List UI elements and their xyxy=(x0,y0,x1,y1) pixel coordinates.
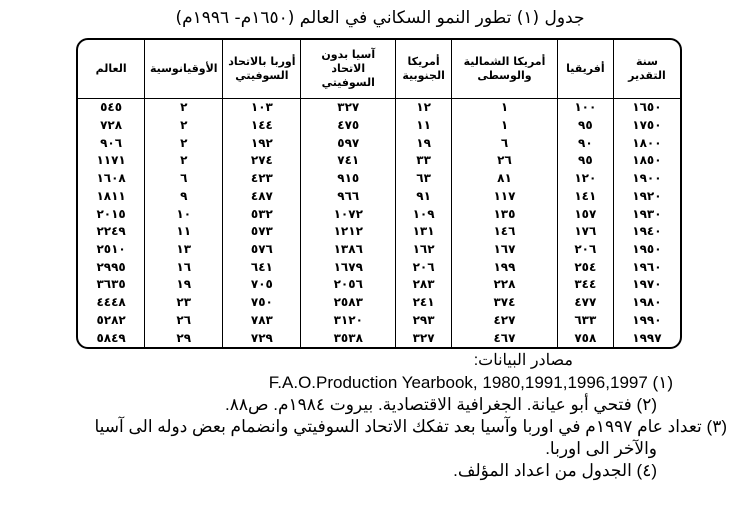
cell-north-america: ١٩٩ xyxy=(452,258,558,276)
cell-world: ٢٩٩٥ xyxy=(96,259,126,274)
cell-world: ١١٧١ xyxy=(96,153,126,168)
cell-north-america: ١٦٧ xyxy=(452,241,558,259)
header-north-america: أمريكا الشمالية والوسطى xyxy=(452,40,558,99)
table-body xyxy=(78,99,680,348)
cell-year: ١٩٨٠ xyxy=(613,294,680,312)
cell-year: ١٨٥٠ xyxy=(613,152,680,170)
cell-year: ١٧٥٠ xyxy=(613,117,680,135)
cell-oceania: ٦ xyxy=(145,170,223,188)
cell-europe: ١٤٤ xyxy=(223,117,301,135)
cell-south-america: ١١ xyxy=(396,117,452,135)
cell-africa: ٤٧٧ xyxy=(557,294,613,312)
cell-africa: ٦٣٣ xyxy=(557,311,613,329)
cell-north-america: ٢٢٨ xyxy=(452,276,558,294)
table-row xyxy=(78,99,680,117)
cell-world: ٥٢٨٢ xyxy=(96,312,126,327)
cell-oceania: ٢٦ xyxy=(145,311,223,329)
cell-asia: ٣١٢٠ xyxy=(301,311,396,329)
cell-north-america: ٢٦ xyxy=(452,152,558,170)
cell-world: ٢٠١٥ xyxy=(96,206,126,221)
cell-south-america: ١٣١ xyxy=(396,223,452,241)
source-item-1: F.A.O.Production Yearbook, 1980,1991,1996,1997 (١) xyxy=(268,373,673,392)
cell-oceania: ٢٩ xyxy=(145,329,223,347)
cell-africa: ٩٥ xyxy=(557,152,613,170)
cell-europe: ٥٧٦ xyxy=(223,241,301,259)
header-asia: آسيا بدون الاتحاد السوفيتي xyxy=(301,40,396,99)
table-row xyxy=(78,241,680,259)
header-world: العالم xyxy=(78,40,145,99)
cell-europe: ١٩٢ xyxy=(223,134,301,152)
cell-africa: ١٧٦ xyxy=(557,223,613,241)
cell-world: ٥٨٤٩ xyxy=(96,330,126,345)
cell-africa: ٩٥ xyxy=(557,117,613,135)
cell-south-america: ٢٠٦ xyxy=(396,258,452,276)
cell-asia: ٣٥٣٨ xyxy=(301,329,396,347)
cell-oceania: ٢ xyxy=(145,134,223,152)
cell-year: ١٩٧٠ xyxy=(613,276,680,294)
cell-south-america: ٢٩٣ xyxy=(396,311,452,329)
cell-south-america: ٦٣ xyxy=(396,170,452,188)
table-row xyxy=(78,117,680,135)
cell-south-america: ١٦٢ xyxy=(396,241,452,259)
population-table xyxy=(78,40,680,347)
cell-asia: ١٢١٢ xyxy=(301,223,396,241)
table-row xyxy=(78,188,680,206)
table-row xyxy=(78,258,680,276)
cell-north-america: ١٤٦ xyxy=(452,223,558,241)
cell-europe: ٤٨٧ xyxy=(223,188,301,206)
cell-south-america: ١٩ xyxy=(396,134,452,152)
cell-year: ١٩٩٠ xyxy=(613,311,680,329)
cell-south-america: ٣٢٧ xyxy=(396,329,452,347)
source-item-4: (٤) الجدول من اعداد المؤلف. xyxy=(453,461,657,480)
cell-africa: ٩٠ xyxy=(557,134,613,152)
table-row xyxy=(78,276,680,294)
cell-africa: ٢٠٦ xyxy=(557,241,613,259)
table-row xyxy=(78,223,680,241)
table-row xyxy=(78,311,680,329)
cell-africa: ١٠٠ xyxy=(557,99,613,117)
header-africa: أفريقيا xyxy=(557,40,613,99)
cell-europe: ٧٢٩ xyxy=(223,329,301,347)
cell-asia: ٩١٥ xyxy=(301,170,396,188)
cell-world: ٩٠٦ xyxy=(100,135,123,150)
table-title: جدول (١) تطور النمو السكاني في العالم (١٦٥٠م- ١٩٩٦م) xyxy=(175,8,585,28)
header-europe: أوربا بالاتحاد السوفيتي xyxy=(223,40,301,99)
cell-europe: ٥٣٢ xyxy=(223,205,301,223)
cell-africa: ٣٤٤ xyxy=(557,276,613,294)
cell-north-america: ٣٧٤ xyxy=(452,294,558,312)
cell-asia: ٥٩٧ xyxy=(301,134,396,152)
cell-world: ٧٢٨ xyxy=(100,118,123,133)
cell-europe: ١٠٣ xyxy=(223,99,301,117)
cell-asia: ٢٥٨٣ xyxy=(301,294,396,312)
cell-asia: ١٣٨٦ xyxy=(301,241,396,259)
cell-asia: ٧٤١ xyxy=(301,152,396,170)
cell-world: ١٨١١ xyxy=(96,188,126,203)
cell-africa: ١٥٧ xyxy=(557,205,613,223)
cell-oceania: ٢ xyxy=(145,117,223,135)
cell-year: ١٩٣٠ xyxy=(613,205,680,223)
header-year: سنة التقدير xyxy=(613,40,680,99)
cell-oceania: ١٠ xyxy=(145,205,223,223)
table-row xyxy=(78,152,680,170)
cell-europe: ٧٥٠ xyxy=(223,294,301,312)
cell-europe: ٤٢٣ xyxy=(223,170,301,188)
cell-north-america: ٤٦٧ xyxy=(452,329,558,347)
cell-oceania: ٢ xyxy=(145,152,223,170)
cell-africa: ٧٥٨ xyxy=(557,329,613,347)
cell-south-america: ٢٨٣ xyxy=(396,276,452,294)
sources-notes xyxy=(0,350,733,482)
cell-oceania: ١٦ xyxy=(145,258,223,276)
source-item-3-continued: والآخر الى اوربا. xyxy=(545,439,657,458)
source-item-3: (٣) تعداد عام ١٩٩٧م في اوربا وآسيا بعد تفكك الاتحاد السوفيتي وانضمام بعض دوله الى آسيا xyxy=(94,417,727,436)
cell-world: ٢٥١٠ xyxy=(96,241,126,256)
header-south-america: أمريكا الجنوبية xyxy=(396,40,452,99)
cell-oceania: ١١ xyxy=(145,223,223,241)
table-row xyxy=(78,329,680,347)
cell-europe: ٧٨٣ xyxy=(223,311,301,329)
cell-south-america: ١٢ xyxy=(396,99,452,117)
cell-world: ٥٤٥ xyxy=(100,100,123,115)
cell-asia: ٤٧٥ xyxy=(301,117,396,135)
cell-europe: ٢٧٤ xyxy=(223,152,301,170)
cell-oceania: ٩ xyxy=(145,188,223,206)
cell-north-america: ١ xyxy=(452,117,558,135)
cell-south-america: ٩١ xyxy=(396,188,452,206)
table-row xyxy=(78,205,680,223)
cell-year: ١٩٠٠ xyxy=(613,170,680,188)
cell-europe: ٥٧٣ xyxy=(223,223,301,241)
cell-year: ١٩٤٠ xyxy=(613,223,680,241)
sources-heading: مصادر البيانات: xyxy=(473,352,573,369)
cell-south-america: ٢٤١ xyxy=(396,294,452,312)
cell-africa: ٢٥٤ xyxy=(557,258,613,276)
cell-world: ٢٢٤٩ xyxy=(96,224,126,239)
cell-north-america: ١١٧ xyxy=(452,188,558,206)
cell-north-america: ٨١ xyxy=(452,170,558,188)
cell-year: ١٦٥٠ xyxy=(613,99,680,117)
cell-world: ٣٦٣٥ xyxy=(96,277,126,292)
cell-asia: ٣٢٧ xyxy=(301,99,396,117)
cell-africa: ١٤١ xyxy=(557,188,613,206)
cell-oceania: ١٣ xyxy=(145,241,223,259)
cell-north-america: ٦ xyxy=(452,134,558,152)
cell-europe: ٦٤١ xyxy=(223,258,301,276)
header-oceania: الأوقيانوسية xyxy=(145,40,223,99)
cell-south-america: ٣٣ xyxy=(396,152,452,170)
cell-asia: ٩٦٦ xyxy=(301,188,396,206)
table-row xyxy=(78,134,680,152)
cell-north-america: ٤٢٧ xyxy=(452,311,558,329)
cell-year: ١٩٦٠ xyxy=(613,258,680,276)
cell-south-america: ١٠٩ xyxy=(396,205,452,223)
cell-oceania: ١٩ xyxy=(145,276,223,294)
table-header-row xyxy=(78,40,680,99)
table-row xyxy=(78,294,680,312)
cell-year: ١٩٢٠ xyxy=(613,188,680,206)
cell-asia: ٢٠٥٦ xyxy=(301,276,396,294)
cell-world: ٤٤٤٨ xyxy=(96,295,126,310)
cell-year: ١٩٩٧ xyxy=(613,329,680,347)
cell-oceania: ٢٣ xyxy=(145,294,223,312)
cell-north-america: ١ xyxy=(452,99,558,117)
cell-asia: ١٠٧٢ xyxy=(301,205,396,223)
cell-asia: ١٦٧٩ xyxy=(301,258,396,276)
cell-north-america: ١٣٥ xyxy=(452,205,558,223)
cell-oceania: ٢ xyxy=(145,99,223,117)
source-item-2: (٢) فتحي أبو عيانة. الجغرافية الاقتصادية. بيروت ١٩٨٤م. ص٨٨. xyxy=(225,395,657,414)
cell-world: ١٦٠٨ xyxy=(96,171,126,186)
population-table-frame xyxy=(76,38,682,349)
cell-year: ١٩٥٠ xyxy=(613,241,680,259)
table-row xyxy=(78,170,680,188)
cell-year: ١٨٠٠ xyxy=(613,134,680,152)
cell-africa: ١٢٠ xyxy=(557,170,613,188)
cell-europe: ٧٠٥ xyxy=(223,276,301,294)
